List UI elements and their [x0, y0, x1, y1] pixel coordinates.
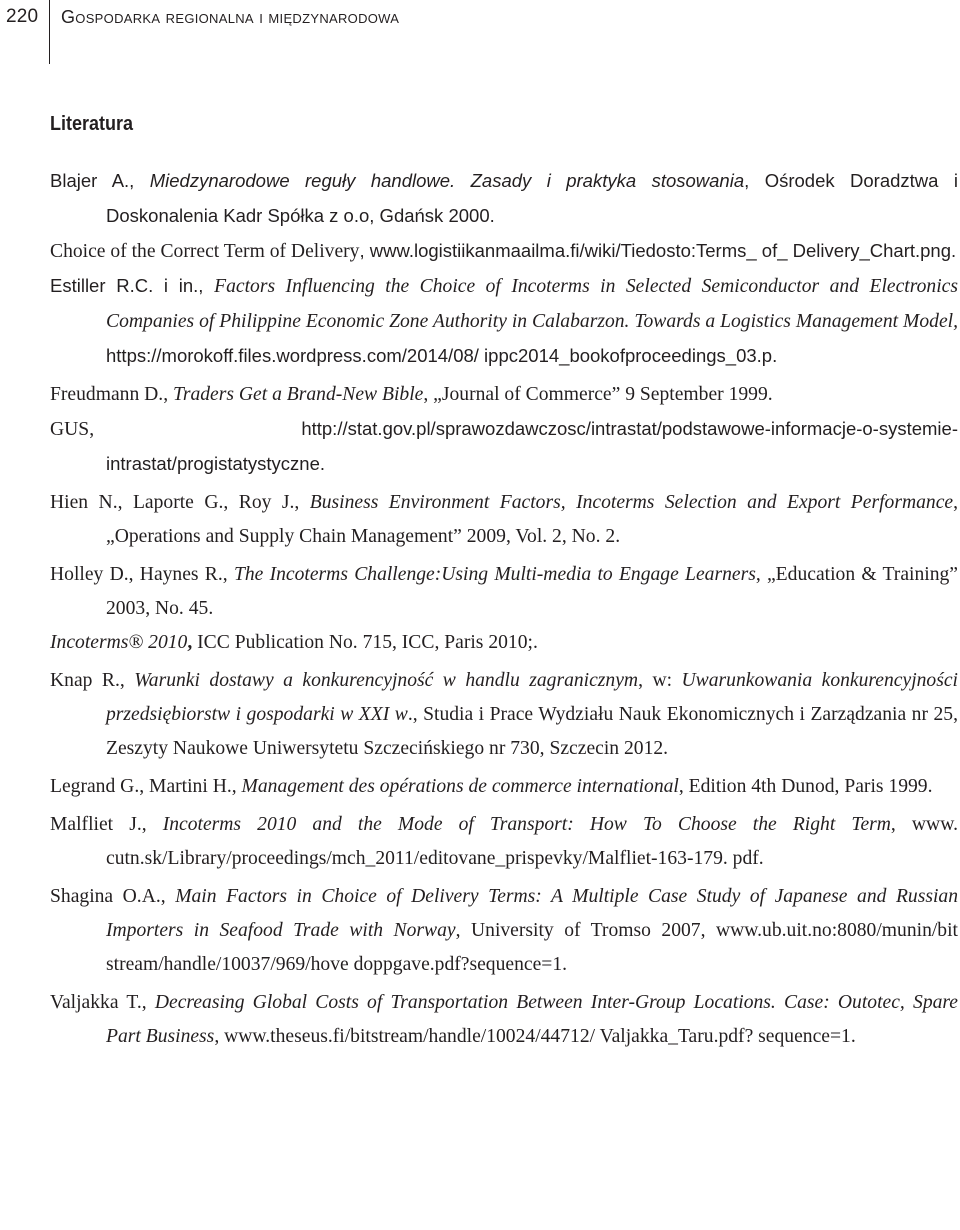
page-number: 220 [6, 6, 39, 27]
reference-volume-title: Uwarunkowania konkurencyjności przedsiębiorstw i gospodarki w XXI w [106, 670, 958, 725]
reference-author: Holley D., Haynes R., [50, 564, 234, 585]
reference-author: Estiller R.C. i in., [50, 275, 215, 296]
reference-details: ICC Publication No. 715, ICC, Paris 2010;. [197, 632, 538, 653]
reference-author: Freudmann D., [50, 384, 173, 405]
reference-author: Shagina O.A., [50, 886, 176, 907]
running-title: Gospodarka regionalna i międzynarodowa [61, 7, 400, 27]
reference-details: https://morokoff.files.wordpress.com/2014/08/ ippc2014_bookofproceedings_03.p. [106, 345, 778, 366]
reference-author: Blajer A., [50, 170, 150, 191]
reference-author: GUS, [50, 419, 302, 440]
reference-item [50, 770, 958, 804]
reference-author: Hien N., Laporte G., Roy J., [50, 492, 310, 513]
reference-item [50, 626, 958, 660]
reference-details: , „Operations and Supply Chain Management” 2009, Vol. 2, No. 2. [106, 492, 958, 547]
reference-title: Main Factors in Choice of Delivery Terms: A Multiple Case Study of Japanese and Russian Importers in Seafood Trade with Norway [106, 886, 958, 941]
reference-author: Malfliet J., [50, 814, 163, 835]
reference-connector: , w: [638, 670, 682, 691]
reference-title: Decreasing Global Costs of Transportation Between Inter-Group Locations. Case: Outotec, Spare Part Business [106, 992, 959, 1047]
reference-item [50, 269, 958, 374]
reference-details: , „Journal of Commerce” 9 September 1999. [423, 384, 773, 405]
reference-title: The Incoterms Challenge:Using Multi-media to Engage Learners [233, 564, 756, 585]
reference-title: Warunki dostawy a konkurencyjność w handlu zagranicznym [134, 670, 639, 691]
header-divider [49, 0, 50, 64]
reference-details: , www.logistiikanmaailma.fi/wiki/Tiedosto:Terms_ of_ Delivery_Chart.png. [359, 240, 957, 261]
reference-details: , „Education & Training” 2003, No. 45. [106, 564, 958, 619]
reference-details: , Edition 4th Dunod, Paris 1999. [678, 776, 933, 797]
reference-list [50, 164, 958, 1054]
reference-title: Management des opérations de commerce international [241, 776, 679, 797]
reference-details: , www. cutn.sk/Library/proceedings/mch_2011/editovane_prispevky/Malfliet-163-179. pdf. [106, 814, 958, 869]
reference-item [50, 164, 958, 234]
reference-author: Knap R., [50, 670, 135, 691]
reference-title: Traders Get a Brand-New Bible [173, 384, 424, 405]
reference-author: Valjakka T., [50, 992, 155, 1013]
reference-details: ., Studia i Prace Wydziału Nauk Ekonomicznych i Zarządzania nr 25, Zeszyty Naukowe Uniwersytetu Szczecińskiego nr 730, Szczecin 2012. [106, 704, 958, 759]
reference-item [50, 986, 958, 1054]
reference-title: Choice of the Correct Term of Delivery [50, 241, 360, 262]
reference-author: Legrand G., Martini H., [50, 776, 242, 797]
reference-title: Miedzynarodowe reguły handlowe. Zasady i praktyka stosowania [149, 170, 745, 191]
reference-item [50, 664, 958, 766]
reference-item [50, 558, 958, 626]
reference-item [50, 880, 958, 982]
reference-item [50, 808, 958, 876]
reference-details: , University of Tromso 2007, www.ub.uit.no:8080/munin/bit stream/handle/10037/969/hove doppgave.pdf?sequence=1. [106, 920, 958, 975]
section-heading: Literatura [50, 113, 134, 135]
reference-title: Incoterms® 2010 [50, 632, 188, 653]
reference-separator: , [187, 632, 198, 653]
reference-title: Incoterms 2010 and the Mode of Transport: How To Choose the Right Term [162, 814, 891, 835]
reference-item [50, 412, 958, 482]
reference-title: Factors Influencing the Choice of Incoterms in Selected Semiconductor and Electronics Companies of Philippine Economic Zone Authority in Calabarzon. Towards a Logistics Management Model, [106, 276, 958, 332]
reference-item [50, 234, 958, 269]
reference-details: , Ośrodek Doradztwa i Doskonalenia Kadr Spółka z o.o, Gdańsk 2000. [106, 170, 958, 226]
reference-details: http://stat.gov.pl/sprawozdawczosc/intrastat/podstawowe-informacje-o-systemie-intrastat/progistatystyczne. [106, 418, 958, 474]
reference-details: , www.theseus.fi/bitstream/handle/10024/44712/ Valjakka_Taru.pdf? sequence=1. [214, 1026, 856, 1047]
reference-item [50, 486, 958, 554]
page-header [0, 0, 960, 44]
reference-title: Business Environment Factors, Incoterms Selection and Export Performance [309, 492, 954, 513]
reference-item [50, 378, 958, 412]
